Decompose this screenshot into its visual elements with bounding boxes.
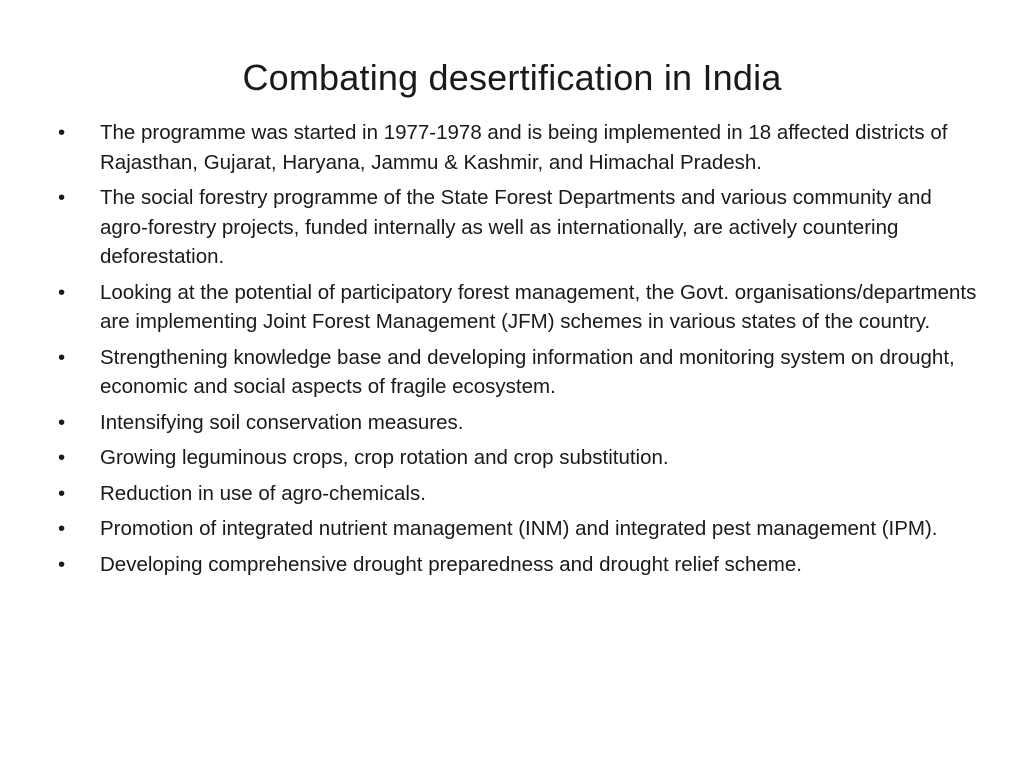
bullet-text: Reduction in use of agro-chemicals. [100,481,426,505]
bullet-text: Strengthening knowledge base and developing information and monitoring system on drought, economic and social aspects of fragile ecosystem. [100,345,955,398]
bullet-dot-icon: • [58,186,66,209]
bullet-item [58,408,978,438]
bullet-item [58,479,978,509]
bullet-item [58,514,978,544]
bullet-dot-icon: • [58,410,66,434]
bullet-item [58,443,978,473]
bullet-text: Developing comprehensive drought preparedness and drought relief scheme. [100,552,802,576]
bullet-dot-icon: • [58,280,66,304]
bullet-dot-icon: • [58,481,66,505]
bullet-text: Looking at the potential of participatory forest management, the Govt. organisations/departments are implementing Joint Forest Management (JFM) schemes in various states of the country. [100,280,977,333]
bullet-list [58,118,978,585]
bullet-dot-icon: • [58,121,66,144]
bullet-item [58,118,978,177]
bullet-item [58,278,978,337]
bullet-dot-icon: • [58,446,66,469]
bullet-item [58,550,978,580]
bullet-dot-icon: • [58,517,66,540]
bullet-item [58,343,978,402]
bullet-text: Growing leguminous crops, crop rotation and crop substitution. [100,446,669,469]
bullet-text: The programme was started in 1977-1978 and is being implemented in 18 affected districts of Rajasthan, Gujarat, Haryana, Jammu & Kashmir, and Himachal Pradesh. [100,121,948,174]
bullet-item [58,183,978,272]
bullet-text: Intensifying soil conservation measures. [100,410,464,434]
slide-title: Combating desertification in India [242,57,782,98]
bullet-dot-icon: • [58,345,66,369]
bullet-text: Promotion of integrated nutrient management (INM) and integrated pest management (IPM). [100,517,938,540]
bullet-text: The social forestry programme of the State Forest Departments and various community and agro-forestry projects, funded internally as well as internationally, are actively countering deforestation. [100,186,932,268]
bullet-dot-icon: • [58,552,66,576]
